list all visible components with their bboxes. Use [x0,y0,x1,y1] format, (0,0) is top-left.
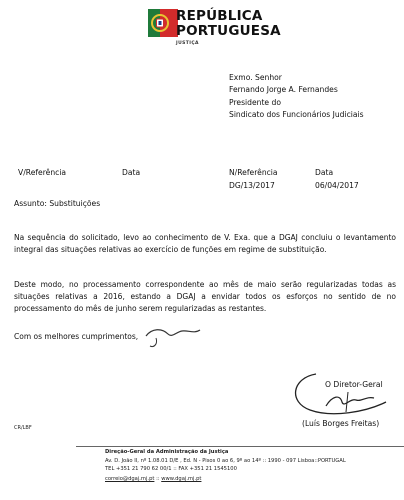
footer-website-link[interactable]: www.dgaj.mj.pt [161,476,202,482]
footer-divider [76,446,404,447]
footer-contacts [105,476,201,482]
n-data-label: Data [315,168,334,177]
n-data-value: 06/04/2017 [315,181,359,190]
body-paragraph-2: Deste modo, no processamento correspondente ao mês de maio serão regularizadas todas as situações relativas a 2016, estando a DGAJ a envidar todos os esforços no sentido de no processamento do mês de junho serem regularizadas as restantes. [14,280,396,313]
recipient-address-block [229,72,364,121]
closing-line: Com os melhores cumprimentos, [14,332,139,341]
footer-institution: Direção-Geral da Administração da Justiça [105,449,229,455]
recipient-role: Presidente do [229,97,281,107]
v-referencia-label: V/Referência [18,168,67,177]
handwritten-initials [140,322,206,350]
letterhead-justica: JUSTIÇA [176,41,199,46]
recipient-salutation: Exmo. Senhor [229,73,282,82]
n-referencia-label: N/Referência [229,168,278,177]
reference-initials: CR/LBF [14,425,32,431]
recipient-organization: Sindicato dos Funcionários Judiciais [229,109,364,119]
signatory-name: (Luís Borges Freitas) [302,419,380,428]
footer-phones: TEL +351 21 790 62 00/1 :: FAX +351 21 1545100 [105,466,237,472]
footer-address: Av. D. João II, nº 1.08.01 D/E , Ed. N - Pisos 0 ao 6, 9º ao 14º :: 1990 - 097 Lisboa::PORTUGAL [105,458,346,464]
recipient-name: Fernando Jorge A. Fernandes [229,85,338,95]
letterhead-republica: REPÚBLICA [176,8,263,24]
body-paragraph-1: Na sequência do solicitado, levo ao conhecimento de V. Exa. que a DGAJ concluiu o levantamento integral das situações relativas ao exercício de funções em regime de substituição. [14,233,396,254]
portuguese-coat-of-arms-logo [146,6,180,40]
footer-separator: :: [156,476,162,482]
letterhead-portuguesa: PORTUGUESA [176,23,281,39]
v-data-label: Data [122,168,141,177]
n-referencia-value: DG/13/2017 [229,181,275,190]
signatory-title: O Diretor-Geral [325,380,383,389]
subject-line: Assunto: Substituições [14,199,101,208]
footer-email-link[interactable]: correio@dgaj.mj.pt [105,476,155,482]
